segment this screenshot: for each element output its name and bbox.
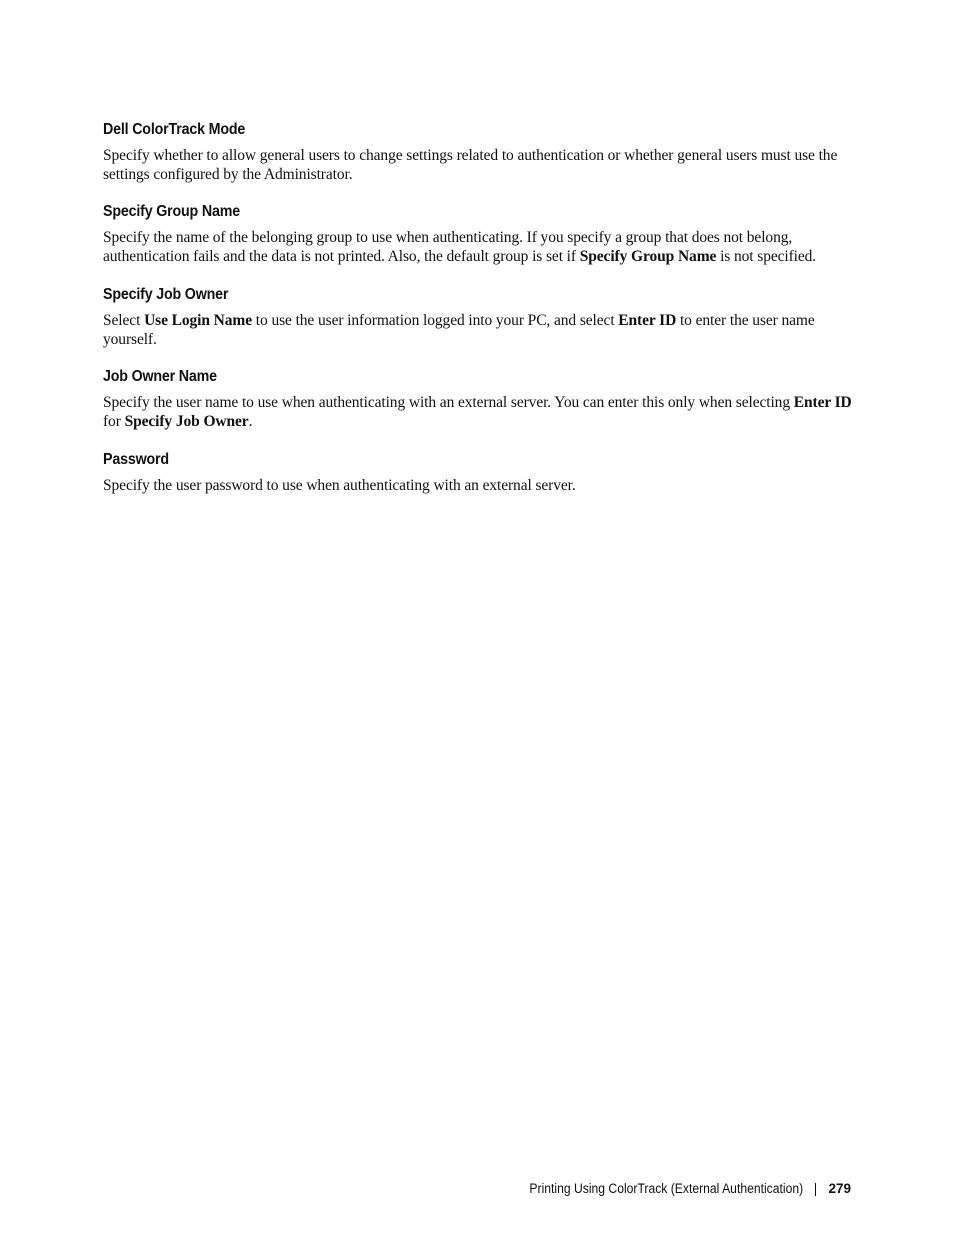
page-number: 279 (828, 1181, 851, 1196)
section-password (103, 451, 863, 495)
section-heading: Dell ColorTrack Mode (103, 121, 246, 138)
bold-term: Enter ID (618, 312, 677, 329)
section-specify-job-owner (103, 286, 863, 349)
section-body: Specify whether to allow general users to change settings related to authentication or whether general users must use the settings configured by the Administrator. (103, 147, 838, 183)
section-heading: Specify Group Name (103, 203, 240, 220)
section-dell-colortrack-mode (103, 121, 863, 184)
section-heading: Specify Job Owner (103, 286, 229, 303)
section-job-owner-name (103, 368, 863, 431)
section-body: Specify the name of the belonging group to use when authenticating. If you specify a group that does not belong, authentication fails and the data is not printed. Also, the default group is set if Specify Group Name is not specified. (103, 229, 817, 265)
bold-term: Enter ID (793, 394, 852, 411)
bold-term: Specify Group Name (579, 248, 717, 265)
section-heading: Job Owner Name (103, 368, 217, 385)
section-body: Select Use Login Name to use the user information logged into your PC, and select Enter ID to enter the user name yourself. (103, 312, 815, 348)
section-specify-group-name (103, 203, 863, 266)
section-body: Specify the user password to use when authenticating with an external server. (103, 477, 576, 494)
section-heading: Password (103, 451, 169, 468)
section-body: Specify the user name to use when authenticating with an external server. You can enter this only when selecting Enter ID for Specify Job Owner. (103, 394, 852, 430)
footer-chapter-title: Printing Using ColorTrack (External Authentication) (529, 1181, 804, 1196)
footer-divider (815, 1183, 816, 1196)
page-footer (499, 1180, 851, 1198)
bold-term: Use Login Name (144, 312, 253, 329)
bold-term: Specify Job Owner (124, 413, 249, 430)
